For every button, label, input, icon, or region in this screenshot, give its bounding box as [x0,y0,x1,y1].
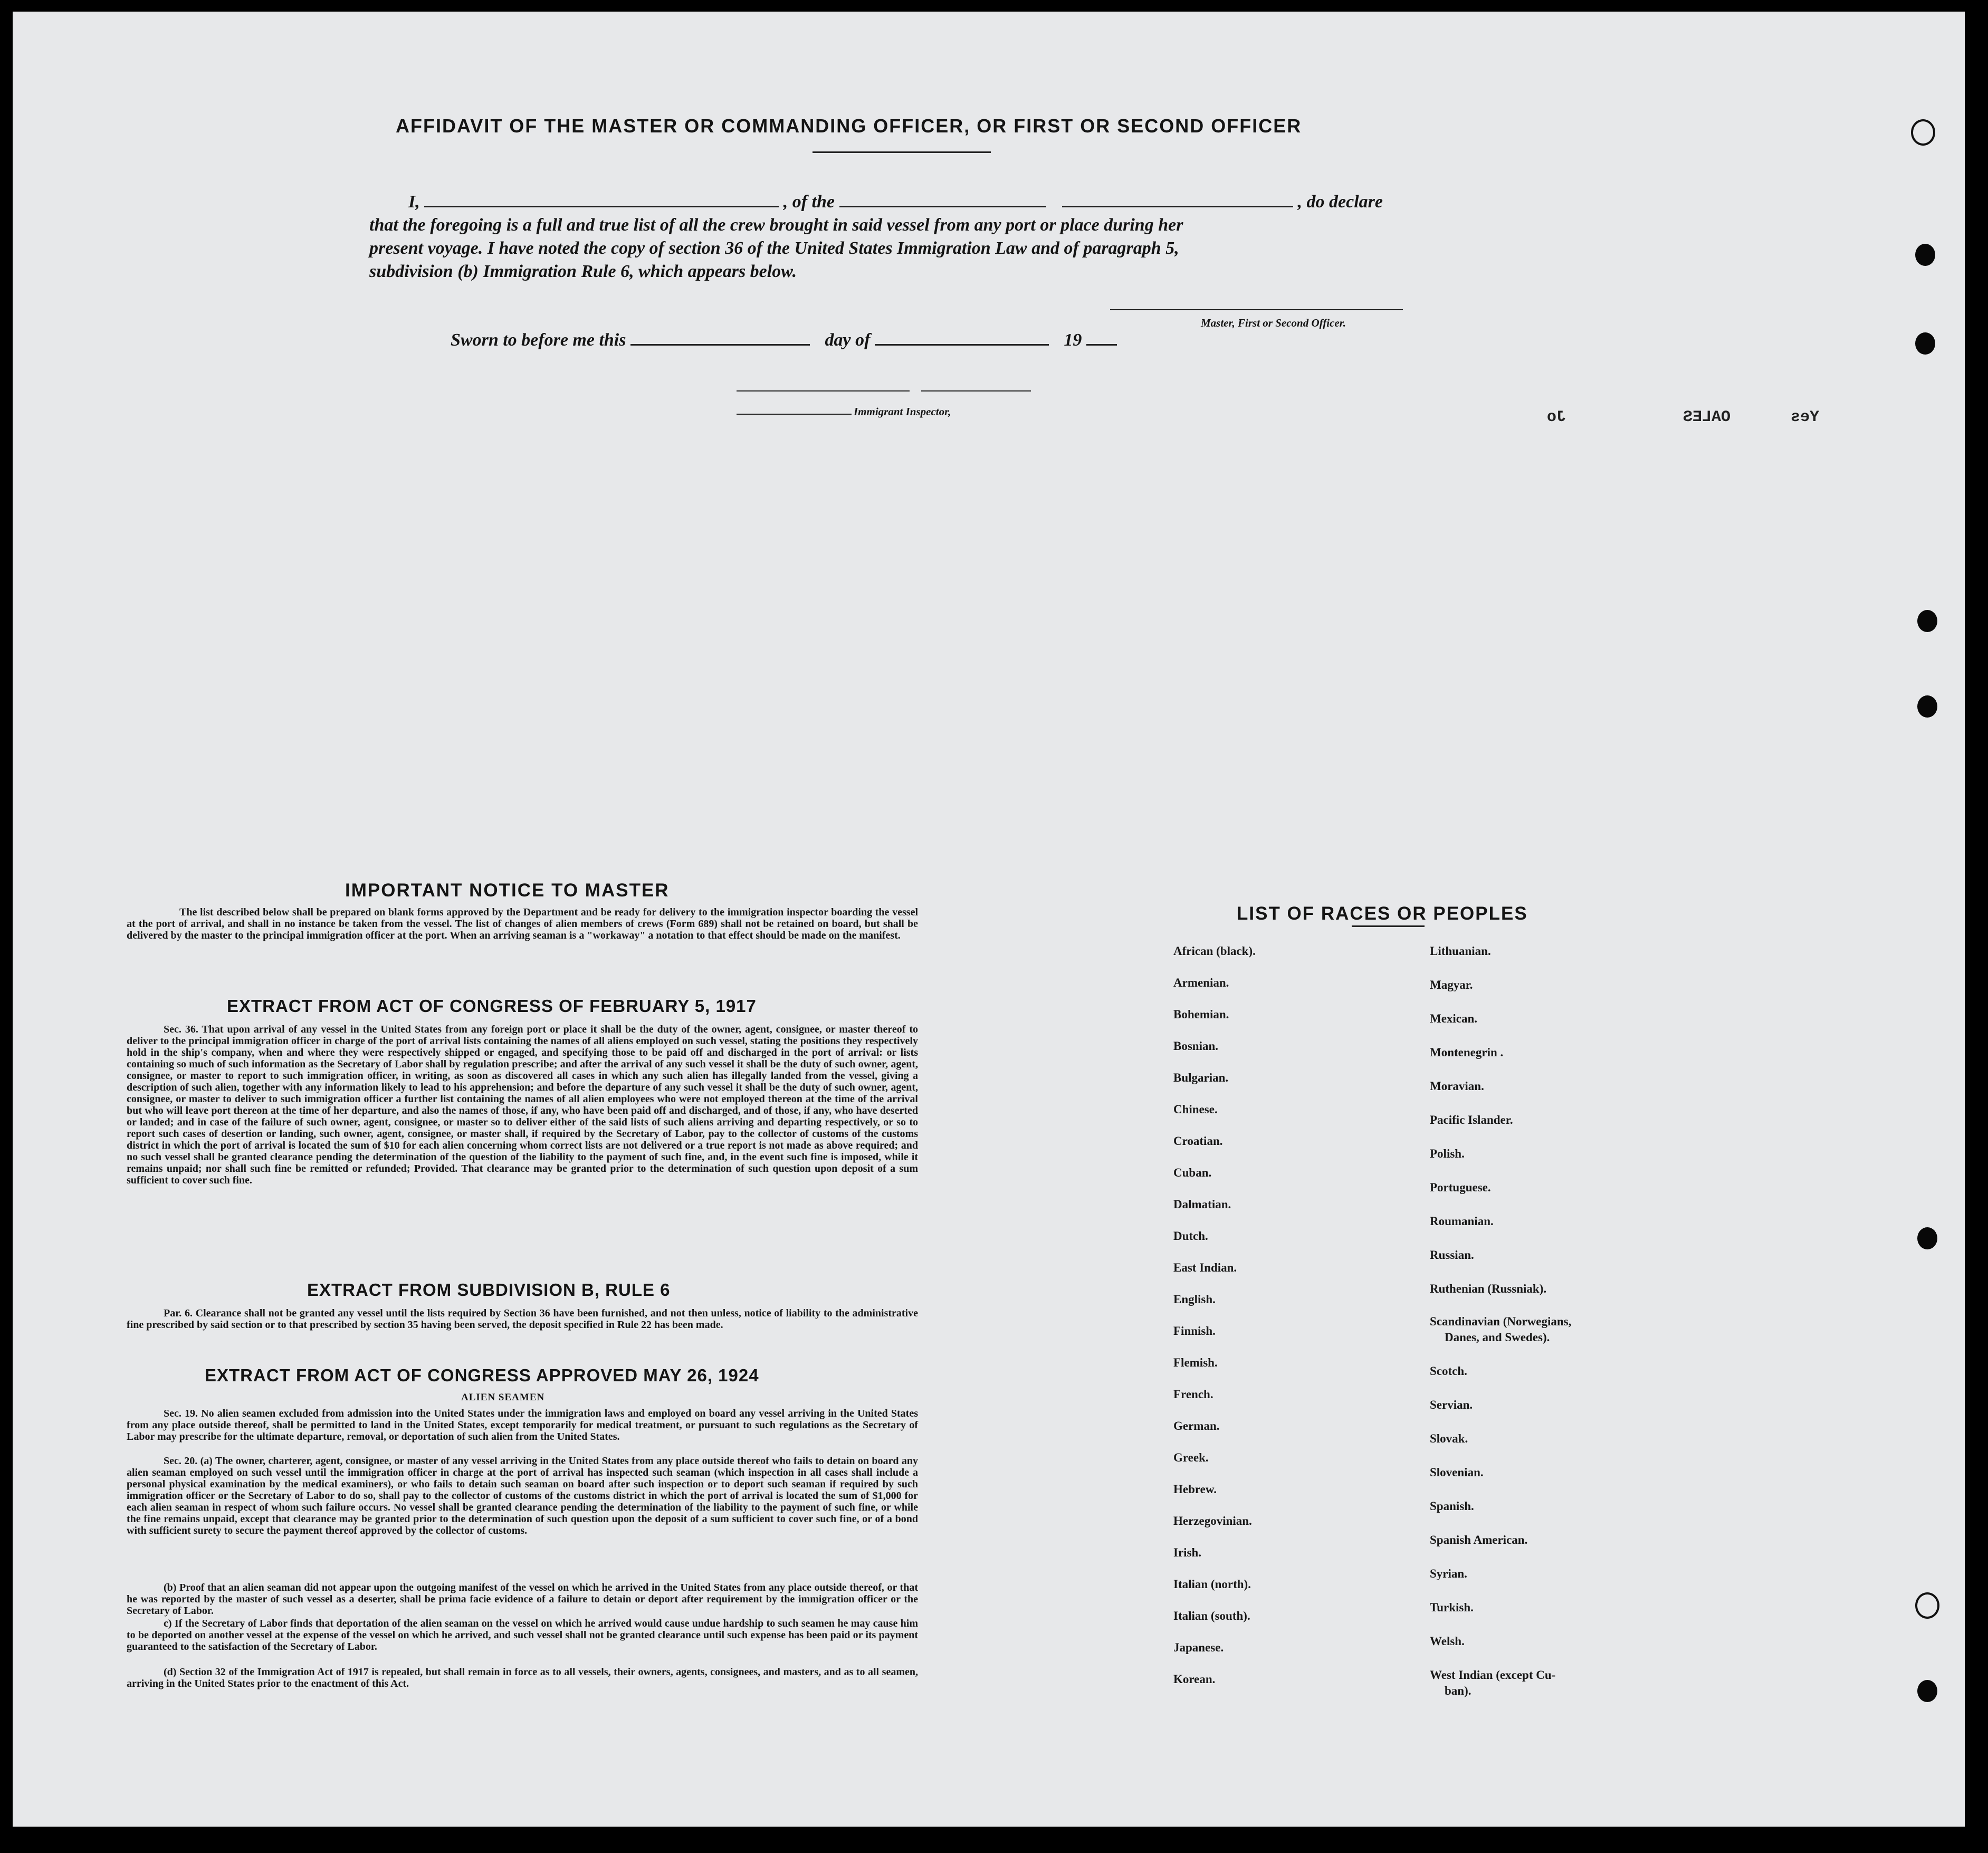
sec-20d: (d) Section 32 of the Immigration Act of 1917 is repealed, but shall remain in force as to all vessels, their owners, agents, consignees, and masters, and as to all seamen, arriving in the United States prior to the enactment of this Act. [127,1666,918,1689]
race-right-item: Spanish. [1430,1499,1474,1513]
bleedthrough-text-c: Jo [1547,408,1566,426]
races-title-underline [1352,925,1425,927]
extract-1917-body: Sec. 36. That upon arrival of any vessel in the United States from any foreign port or place it shall be the duty of the owner, agent, consignee, or master thereof to deliver to the principal immigration officer in charge of the port of arrival lists containing the names of all aliens employed on such vessel, stating the positions they respectively hold in the ship's company, when and where they were respectively shipped or engaged, and specifying those to be paid off and discharged in the port of arrival: or lists containing so much of such information as the Secretary of Labor shall by regulation prescribe; and after the arrival of any such vessel it shall be the duty of such owner, agent, consignee, or master to report to such immigration officer, in writing, as soon as discovered all cases in which any such alien has illegally landed from the vessel, giving a description of such alien, together with any information likely to lead to his apprehension; and before the departure of any such vessel it shall be the duty of such owner, agent, consignee, or master to deliver to such immigration officer a further list containing the names of all alien employees who were not employed thereon at the time of the arrival but who will leave port thereon at the time of her departure, and also the names of those, if any, who have been paid off and discharged, and of those, if any, who have deserted or landed; and in case of the failure of such owner, agent, consignee, or master so to deliver either of the said lists of such aliens arriving and departing respectively, or so to report such cases of desertion or landing, such owner, agent, consignee, or master shall, if required by the Secretary of Labor, pay to the collector of customs of the customs district in which the port of arrival is located the sum of $10 for each alien concerning whom correct lists are not delivered or a true report is not made as above required; and no such vessel shall be granted clearance pending the determination of the question of the liability to the payment of such fine, and, in the event such fine is imposed, while it remains unpaid; nor shall such fine be remitted or refunded; Provided. That clearance may be granted prior to the determination of such question upon deposit of a sum sufficient to cover such fine. [127,1024,918,1186]
notice-title: IMPORTANT NOTICE TO MASTER [345,880,670,901]
inspector-signature-line-2[interactable] [921,390,1031,391]
affidavit-line-3: present voyage. I have noted the copy of section 36 of the United States Immigration Law and of paragraph 5, [369,238,1179,258]
extract-1917-title: EXTRACT FROM ACT OF CONGRESS OF FEBRUARY 5, 1917 [227,996,757,1016]
race-right-item: Syrian. [1430,1567,1467,1580]
race-left-item: Italian (south). [1173,1609,1250,1622]
race-left-item: Dalmatian. [1173,1198,1231,1211]
race-right-item: Turkish. [1430,1601,1474,1614]
punch-hole [1917,1680,1937,1702]
affidavit-title: AFFIDAVIT OF THE MASTER OR COMMANDING OFFICER, OR FIRST OR SECOND OFFICER [396,115,1302,137]
position-blank[interactable] [839,205,1046,207]
sworn-line [451,330,1117,350]
extract-rule6-title: EXTRACT FROM SUBDIVISION B, RULE 6 [307,1280,671,1300]
races-title: LIST OF RACES OR PEOPLES [1237,903,1528,924]
race-right-item: Lithuanian. [1430,944,1491,958]
punch-hole [1917,610,1937,632]
signature-line[interactable] [1110,309,1403,310]
race-right-item: Polish. [1430,1147,1465,1160]
race-right-item: Servian. [1430,1398,1473,1411]
race-right-item: Roumanian. [1430,1215,1494,1228]
bleedthrough-text-b: OALES [1683,408,1731,426]
race-right-item: Spanish American. [1430,1533,1528,1546]
race-left-item: Italian (north). [1173,1578,1251,1591]
race-left-item: Flemish. [1173,1356,1218,1369]
sec-20a: Sec. 20. (a) The owner, charterer, agent, consignee, or master of any vessel arriving in the United States from any place outside thereof who fails to detain on board any alien seaman employed on such vessel until the immigration officer in charge at the port of arrival has inspected such seaman (which inspection in all cases shall include a personal physical examination by the medical examiners), or who fails to detain such seaman on board after such inspection or to deport such seaman if required by such immigration officer or the Secretary of Labor to do so, shall pay to the collector of customs of the customs district in which the port of arrival is located the sum of $1,000 for each alien seaman in respect of whom such failure occurs. No vessel shall be granted clearance pending the determination of the liability to the payment of such fine, or while the fine remains unpaid, except that clearance may be granted prior to the determination of such question upon the deposit of a sum sufficient to cover such fine, or of a bond with sufficient surety to secure the payment thereof approved by the collector of customs. [127,1455,918,1536]
punch-hole [1917,695,1937,718]
do-declare-label: , do declare [1297,192,1383,212]
extract-1924-title: EXTRACT FROM ACT OF CONGRESS APPROVED MAY 26, 1924 [205,1365,759,1385]
sec-20b: (b) Proof that an alien seaman did not appear upon the outgoing manifest of the vessel on which he arrived in the United States from any place outside thereof, or that he was reported by the master of such vessel as a deserter, shall be prima facie evidence of a failure to detain or deport after requirement by the immigration officer or the Secretary of Labor. [127,1582,918,1617]
vessel-blank[interactable] [1062,205,1293,207]
extract-1924-subtitle: ALIEN SEAMEN [461,1392,545,1403]
race-left-item: German. [1173,1419,1220,1432]
race-left-item: Bulgarian. [1173,1071,1229,1084]
year-blank[interactable] [1086,343,1117,346]
race-left-item: English. [1173,1293,1216,1306]
race-right-item: Montenegrin . [1430,1046,1504,1059]
race-right-item: West Indian (except Cu- [1430,1668,1556,1682]
race-left-item: Finnish. [1173,1324,1216,1338]
race-right-item: Welsh. [1430,1635,1465,1648]
race-right-item: Scotch. [1430,1364,1467,1378]
race-right-item: Slovak. [1430,1432,1468,1445]
signature-caption: Master, First or Second Officer. [1201,317,1346,329]
race-left-item: East Indian. [1173,1261,1237,1274]
race-left-item: French. [1173,1388,1213,1401]
race-left-item: Korean. [1173,1673,1216,1686]
race-left-item: Greek. [1173,1451,1209,1464]
notice-body: The list described below shall be prepared on blank forms approved by the Department and be ready for delivery to the immigration inspector boarding the vessel at the port of arrival, and shall in no instance be taken from the vessel. The list of changes of alien members of crews (Form 689) shall not be retained on board, but shall be delivered by the master to the principal immigration officer at the port. When an arriving seaman is a "workaway" a notation to that effect should be made on the manifest. [127,906,918,941]
inspector-caption: Immigrant Inspector, [854,405,951,418]
race-right-item: Pacific Islander. [1430,1113,1513,1126]
affidavit-line-2: that the foregoing is a full and true list of all the crew brought in said vessel from any port or place during her [369,215,1183,235]
extract-rule6-body: Par. 6. Clearance shall not be granted any vessel until the lists required by Section 36 have been furnished, and not then unless, notice of liability to the administrative fine prescribed by said section or to that prescribed by section 35 having been served, the deposit specified in Rule 22 has been made. [127,1307,918,1331]
punch-hole [1915,1592,1939,1619]
sworn-label: Sworn to before me this [451,330,626,350]
name-blank[interactable] [424,205,779,207]
inspector-line[interactable] [737,414,852,415]
i-label: I, [408,192,420,212]
affidavit-line-4: subdivision (b) Immigration Rule 6, which appears below. [369,262,797,281]
punch-hole [1917,1227,1937,1249]
form-page [13,12,1965,1827]
race-left-item: Hebrew. [1173,1483,1217,1496]
race-left-item: Armenian. [1173,976,1229,989]
race-left-item: Herzegovinian. [1173,1514,1252,1527]
punch-hole [1915,332,1935,355]
race-left-item: Irish. [1173,1546,1202,1559]
race-right-item: ban). [1445,1684,1471,1697]
race-right-item: Russian. [1430,1248,1474,1262]
sec-19: Sec. 19. No alien seamen excluded from admission into the United States under the immigration laws and employed on board any vessel arriving in the United States from any place outside thereof, shall be permitted to land in the United States, except temporarily for medical treatment, or pursuant to such regulations as the Secretary of Labor may prescribe for the ultimate departure, removal, or deportation of such alien from the United States. [127,1408,918,1443]
race-right-item: Ruthenian (Russniak). [1430,1282,1547,1295]
affidavit-line-1 [408,192,1383,212]
punch-hole [1911,119,1935,146]
race-right-item: Portuguese. [1430,1181,1491,1194]
race-left-item: Chinese. [1173,1103,1218,1116]
sworn-month-blank[interactable] [875,343,1049,346]
race-left-item: Cuban. [1173,1166,1212,1179]
of-the-label: , of the [783,192,835,212]
sworn-day-blank[interactable] [630,343,810,346]
race-right-item: Scandinavian (Norwegians, [1430,1315,1572,1328]
race-right-item: Magyar. [1430,978,1473,991]
race-right-item: Mexican. [1430,1012,1478,1025]
race-right-item: Danes, and Swedes). [1445,1331,1550,1344]
day-of-label: day of [825,330,871,350]
title-underline [813,151,991,153]
bleedthrough-text-a: Yes [1791,408,1820,426]
race-left-item: Bohemian. [1173,1008,1229,1021]
race-left-item: Dutch. [1173,1229,1208,1243]
race-left-item: African (black). [1173,944,1256,958]
sec-20c: c) If the Secretary of Labor finds that deportation of the alien seaman on the vessel on which he arrived would cause undue hardship to such seamen he may cause him to be deported on another vessel at the expense of the vessel on which he arrived, and such vessel shall not be granted clearance until such expense has been paid or its payment guaranteed to the satisfaction of the Secretary of Labor. [127,1618,918,1653]
year-label: 19 [1064,330,1082,350]
race-left-item: Croatian. [1173,1134,1223,1148]
race-left-item: Bosnian. [1173,1039,1219,1053]
race-right-item: Moravian. [1430,1080,1484,1093]
punch-hole [1915,244,1935,266]
race-left-item: Japanese. [1173,1641,1224,1654]
inspector-signature-line[interactable] [737,390,910,391]
race-right-item: Slovenian. [1430,1466,1484,1479]
